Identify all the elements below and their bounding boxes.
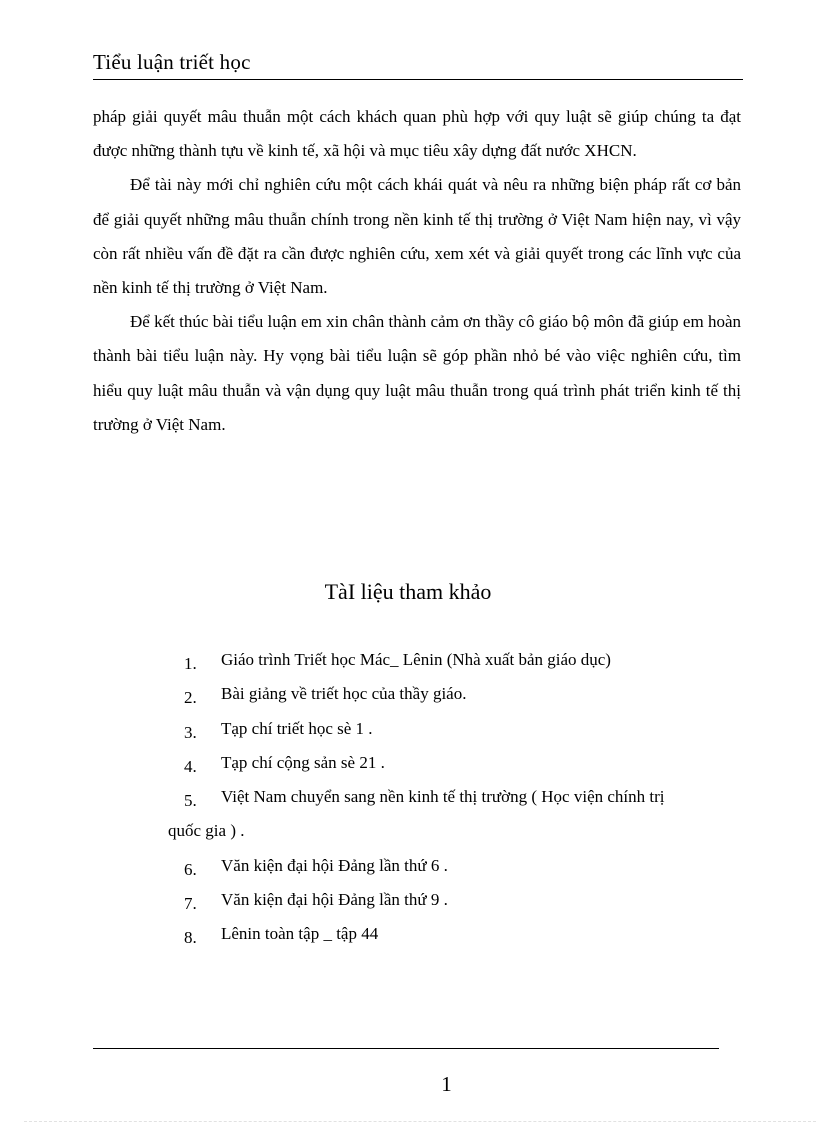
reference-item	[184, 917, 744, 951]
reference-text: Giáo trình Triết học Mác_ Lênin (Nhà xuất bản giáo dục)	[221, 650, 611, 669]
reference-text: Bài giảng về triết học của thầy giáo.	[221, 684, 467, 704]
reference-text: Văn kiện đại hội Đảng lần thứ 9 .	[221, 890, 448, 910]
reference-text: Tạp chí cộng sản sè 21 .	[221, 752, 385, 772]
header-divider	[93, 79, 743, 80]
reference-number: 2.	[184, 688, 197, 708]
reference-text: Việt Nam chuyển sang nền kinh tế thị trường ( Học viện chính trị	[221, 787, 665, 807]
reference-item	[184, 780, 744, 814]
page-number: 1	[441, 1072, 452, 1096]
paragraph-acknowledgement: Để kết thúc bài tiểu luận em xin chân thành cảm ơn thầy cô giáo bộ môn đã giúp em hoàn thành bài tiểu luận này. Hy vọng bài tiểu luận sẽ góp phần nhỏ bé vào việc nghiên cứu, tìm hiểu quy luật mâu thuẫn và vận dụng quy luật mâu thuẫn trong quá trình phát triển kinh tế thị trường ở Việt Nam.	[93, 312, 741, 434]
reference-number: 3.	[184, 722, 197, 742]
reference-text-continuation: quốc gia ) .	[168, 821, 245, 841]
reference-number: 8.	[184, 928, 197, 948]
references-list	[168, 643, 744, 952]
reference-item	[184, 712, 744, 746]
reference-number: 5.	[184, 791, 197, 811]
page-bottom-edge	[24, 1121, 816, 1122]
reference-text: Tạp chí triết học sè 1 .	[221, 718, 373, 738]
reference-item	[184, 677, 744, 711]
reference-item	[184, 849, 744, 883]
paragraph-continuation: pháp giải quyết mâu thuẫn một cách khách quan phù hợp với quy luật sẽ giúp chúng ta đạt được những thành tựu về kinh tế, xã hội và mục tiêu xây dựng đất nước XHCN.	[93, 107, 741, 161]
footer-divider	[93, 1048, 719, 1049]
references-heading: TàI liệu tham khảo	[324, 579, 492, 604]
body-text	[93, 100, 741, 442]
reference-item	[184, 883, 744, 917]
reference-item-continuation	[168, 814, 744, 848]
reference-number: 7.	[184, 894, 197, 914]
reference-item	[184, 746, 744, 780]
reference-text: Văn kiện đại hội Đảng lần thứ 6 .	[221, 855, 448, 875]
reference-item	[184, 643, 744, 677]
paragraph-scope: Để tài này mới chỉ nghiên cứu một cách khái quát và nêu ra những biện pháp rất cơ bản để giải quyết những mâu thuẫn chính trong nền kinh tế thị trường ở Việt Nam hiện nay, vì vậy còn rất nhiều vấn đề đặt ra cần được nghiên cứu, xem xét và giải quyết trong các lĩnh vực của nền kinh tế thị trường ở Việt Nam.	[93, 175, 741, 298]
running-header-title: Tiểu luận triết học	[93, 50, 251, 74]
reference-number: 4.	[184, 756, 197, 776]
reference-number: 6.	[184, 859, 197, 879]
reference-text: Lênin toàn tập _ tập 44	[221, 924, 379, 944]
reference-number: 1.	[184, 654, 197, 673]
